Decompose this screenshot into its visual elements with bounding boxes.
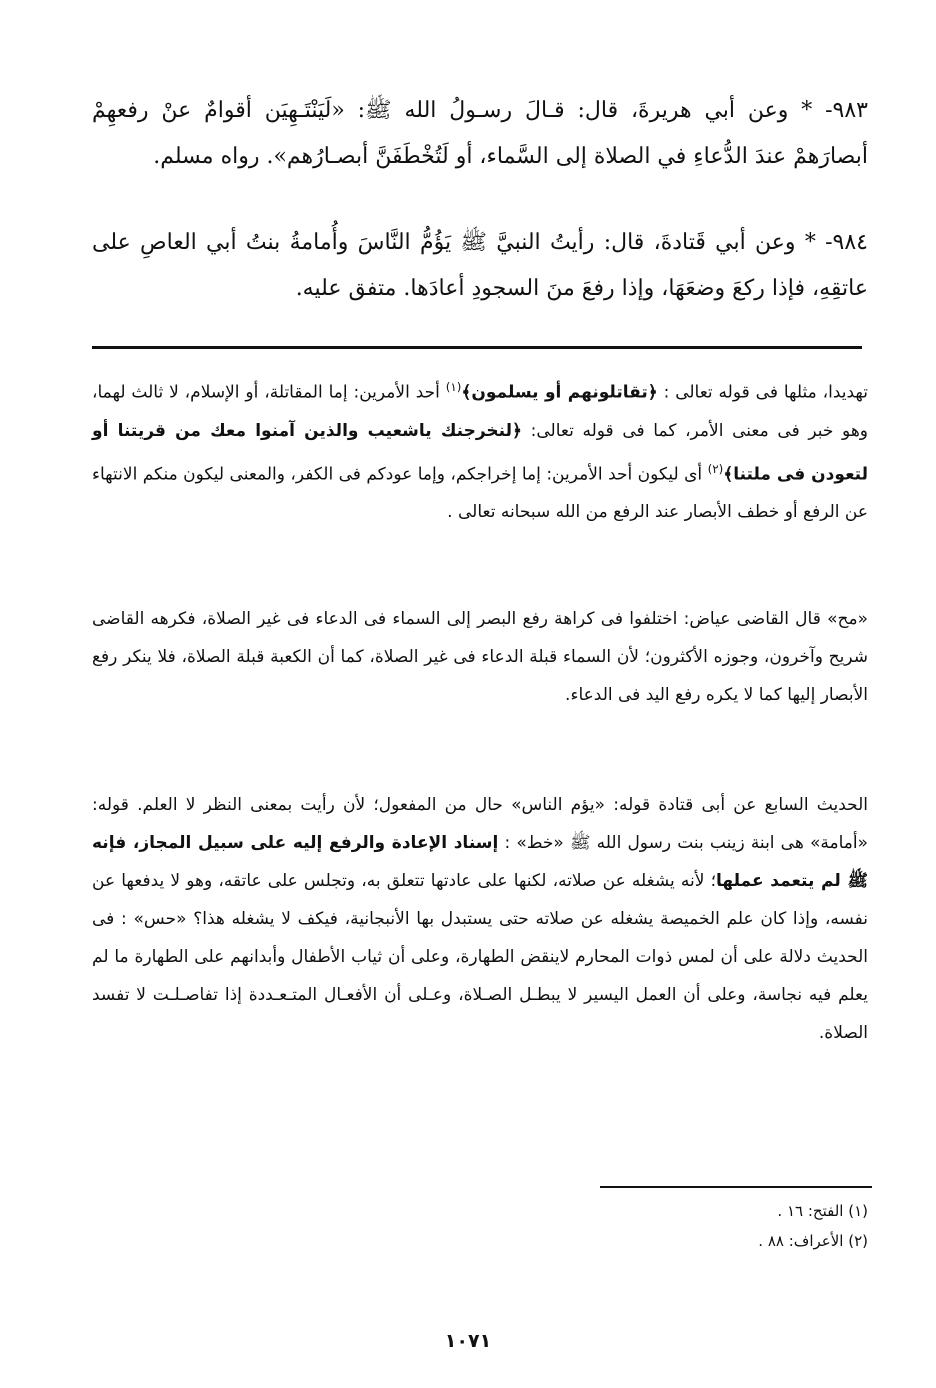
hadith-984 (92, 220, 868, 312)
quran-quote-1: ﴿تقاتلونهم أو يسلمون﴾ (461, 382, 658, 403)
commentary-paragraph-2 (92, 600, 868, 714)
hadith-984-text: ٩٨٤- * وعن أبي قَتادةَ، قال: رأيتُ النبيَّ ﷺ يَؤُمُّ النَّاسَ وأُمامةُ بنتُ أبي العاصِ على عاتقِهِ، فإذا ركعَ وضعَهَا، وإذا رفعَ منَ السجودِ أعادَها. متفق عليه. (92, 230, 868, 301)
commentary-1-part-1: تهديدا، مثلها فى قوله تعالى : (657, 382, 868, 403)
footnote-1: (١) الفتح: ١٦ . (777, 1202, 868, 1220)
footnote-divider (600, 1186, 872, 1188)
section-divider (92, 346, 862, 349)
footnote-2: (٢) الأعراف: ٨٨ . (758, 1232, 868, 1250)
commentary-1-part-2: أحد الأمرين: إما المقاتلة، أو الإسلام، لا ثالث لهما، وهو خبر فى معنى الأمر، كما فى قوله تعالى: (92, 382, 868, 441)
commentary-2-text: «مح» قال القاضى عياض: اختلفوا فى كراهة رفع البصر إلى السماء فى الدعاء فى غير الصلاة، فكرهه القاضى شريح وآخرون، وجوزه الأكثرون؛ لأن السماء قبلة الدعاء فى غير الصلاة، كما أن الكعبة قبلة الصلاة، فلا ينكر رفع الأبصار إليها كما لا يكره رفع اليد فى الدعاء. (92, 609, 868, 705)
footnotes (600, 1196, 868, 1256)
hadith-983-text: ٩٨٣- * وعن أبي هريرةَ، قال: قـالَ رسـولُ الله ﷺ: «لَيَنْتَـهِيَن أقوامٌ عنْ رفعهِمْ أبصارَهمْ عندَ الدُّعاءِ في الصلاة إلى السَّماء، أو لَتُخْطَفَنَّ أبصـارُهم». رواه مسلم. (92, 98, 868, 169)
commentary-3-part-2: ؛ لأنه يشغله عن صلاته، لكنها على عادتها تتعلق به، وتجلس على عاتقه، وهو لا يدفعها عن نفسه، وإذا كان علم الخميصة يشغله عن صلاته حتى يستبدل بها الأنبجانية، فيكف لا يشغله هذا؟ «حس» : فى الحديث دلالة على أن لمس ذوات المحارم لاينقض الطهارة، وعلى أن ثياب الأطفال وأبدانهم على الطهارة ما لم يعلم فيه نجاسة، وعلى أن العمل اليسير لا يبطـل الصـلاة، وعـلى أن الأفعـال المتـعـددة إذا تفاصـلـت لا تفسد الصلاة. (92, 871, 868, 1043)
hadith-983 (92, 88, 868, 180)
commentary-1-part-3: أى ليكون أحد الأمرين: إما إخراجكم، وإما عودكم فى الكفر، والمعنى ليكون منكم الانتهاء عن الرفع أو خطف الأبصار عند الرفع من الله سبحانه تعالى . (92, 464, 868, 523)
footnote-ref-2: (٢) (707, 461, 724, 476)
commentary-paragraph-3 (92, 786, 868, 1052)
commentary-3-bold: إسناد الإعادة والرفع إليه على سبيل المجاز، فإنه ﷺ لم يتعمد عملها (92, 833, 868, 891)
page-number: ١٠٧١ (444, 1330, 492, 1352)
commentary-paragraph-1 (92, 368, 868, 531)
footnote-ref-1: (١) (445, 380, 462, 394)
commentary-3-part-1: الحديث السابع عن أبى قتادة قوله: «يؤم الناس» حال من المفعول؛ لأن رأيت بمعنى النظر لا العلم. قوله: «أمامة» هى ابنة زينب بنت رسول الله ﷺ «خط» : (92, 795, 868, 853)
quran-quote-2: ﴿لنخرجنك ياشعيب والذين آمنوا معك من قريتنا أو لتعودن فى ملتنا﴾ (92, 420, 868, 485)
